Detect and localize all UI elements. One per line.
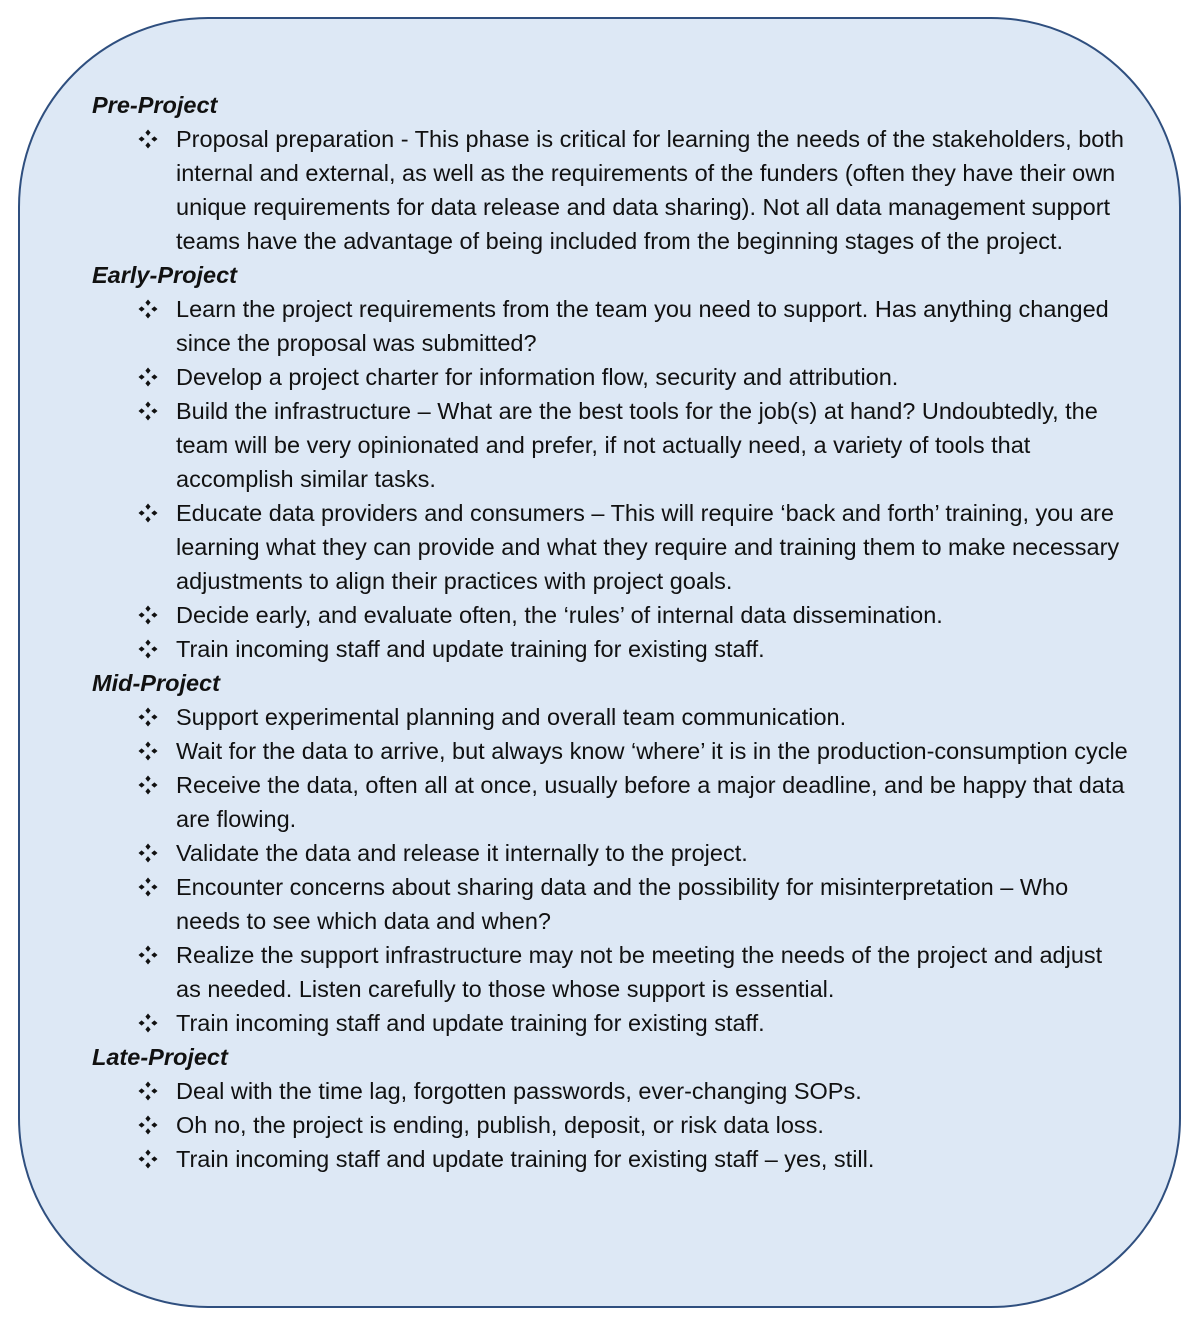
diamond-bullet-icon [136,1142,160,1176]
section-late-project [92,1040,1132,1176]
list-item [92,700,1132,734]
section-pre-project [92,88,1132,258]
item-text: Realize the support infrastructure may not be meeting the needs of the project and adjust as needed. Listen carefully to those whose support is essential. [176,942,1103,1002]
section-early-project [92,258,1132,666]
diamond-bullet-icon [136,292,160,326]
item-text: Develop a project charter for information flow, security and attribution. [176,364,899,390]
item-text: Validate the data and release it internally to the project. [176,840,748,866]
item-text: Learn the project requirements from the team you need to support. Has anything changed since the proposal was submitted? [176,296,1109,356]
diamond-bullet-icon [136,700,160,734]
list-item [92,938,1132,1006]
diamond-bullet-icon [136,938,160,972]
section-title: Pre-Project [92,92,218,118]
item-text: Build the infrastructure – What are the best tools for the job(s) at hand? Undoubtedly, the team will be very opinionated and prefer, if not actually need, a variety of tools that accomplish similar tasks. [176,398,1098,492]
item-text: Train incoming staff and update training for existing staff. [176,636,765,662]
item-text: Decide early, and evaluate often, the ‘rules’ of internal data dissemination. [176,602,943,628]
list-item [92,360,1132,394]
list-item [92,870,1132,938]
item-text: Proposal preparation - This phase is critical for learning the needs of the stakeholders, both internal and external, as well as the requirements of the funders (often they have their own unique requirements for data release and data sharing). Not all data management support teams have the advantage of being included from the beginning stages of the project. [176,126,1124,254]
diamond-bullet-icon [136,632,160,666]
item-text: Train incoming staff and update training for existing staff – yes, still. [176,1146,875,1172]
item-text: Oh no, the project is ending, publish, deposit, or risk data loss. [176,1112,824,1138]
list-item [92,734,1132,768]
diamond-bullet-icon [136,394,160,428]
list-item [92,768,1132,836]
item-text: Support experimental planning and overall team communication. [176,704,847,730]
diamond-bullet-icon [136,1108,160,1142]
diamond-bullet-icon [136,768,160,802]
item-text: Educate data providers and consumers – This will require ‘back and forth’ training, you are learning what they can provide and what they require and training them to make necessary adjustments to align their practices with project goals. [176,500,1120,594]
section-title: Late-Project [92,1044,228,1070]
diamond-bullet-icon [136,496,160,530]
list-item [92,496,1132,598]
list-item [92,836,1132,870]
diamond-bullet-icon [136,122,160,156]
diamond-bullet-icon [136,598,160,632]
diamond-bullet-icon [136,836,160,870]
item-text: Receive the data, often all at once, usually before a major deadline, and be happy that data are flowing. [176,772,1125,832]
section-title: Early-Project [92,262,237,288]
list-item [92,1142,1132,1176]
list-item [92,598,1132,632]
project-phases-list [92,88,1132,1176]
list-item [92,632,1132,666]
list-item [92,122,1132,258]
item-text: Deal with the time lag, forgotten passwords, ever-changing SOPs. [176,1078,862,1104]
list-item [92,394,1132,496]
section-title: Mid-Project [92,670,220,696]
list-item [92,292,1132,360]
list-item [92,1074,1132,1108]
diamond-bullet-icon [136,1006,160,1040]
list-item [92,1006,1132,1040]
item-text: Encounter concerns about sharing data and the possibility for misinterpretation – Who needs to see which data and when? [176,874,1069,934]
diamond-bullet-icon [136,360,160,394]
list-item [92,1108,1132,1142]
diamond-bullet-icon [136,870,160,904]
diamond-bullet-icon [136,734,160,768]
item-text: Train incoming staff and update training for existing staff. [176,1010,765,1036]
section-mid-project [92,666,1132,1040]
diamond-bullet-icon [136,1074,160,1108]
item-text: Wait for the data to arrive, but always know ‘where’ it is in the production-consumption cycle [176,738,1128,764]
